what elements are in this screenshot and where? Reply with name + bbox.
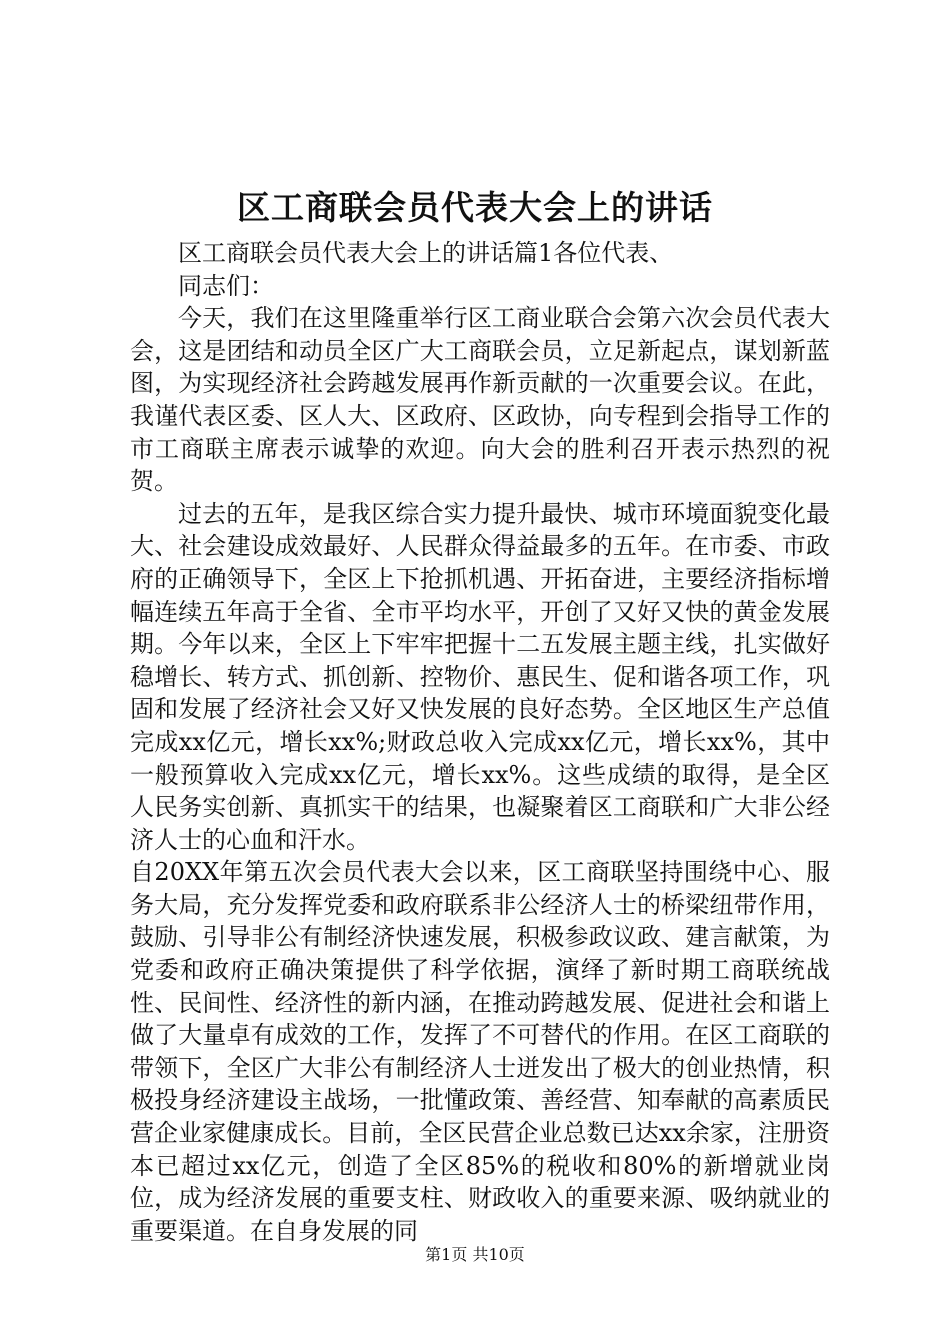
document-title: 区工商联会员代表大会上的讲话 [237, 188, 713, 227]
document-body [130, 237, 830, 1247]
page-footer: 第1页 共10页 [425, 1245, 525, 1264]
paragraph-federation-work: 自20XX年第五次会员代表大会以来，区工商联坚持围绕中心、服务大局，充分发挥党委和政府联系非公经济人士的桥梁纽带作用，鼓励、引导非公有制经济快速发展，积极参政议政、建言献策，为党委和政府正确决策提供了科学依据，演绎了新时期工商联统战性、民间性、经济性的新内涵，在推动跨越发展、促进社会和谐上做了大量卓有成效的工作，发挥了不可替代的作用。在区工商联的带领下，全区广大非公有制经济人士迸发出了极大的创业热情，积极投身经济建设主战场，一批懂政策、善经营、知奉献的高素质民营企业家健康成长。目前，全区民营企业总数已达xx余家，注册资本已超过xx亿元，创造了全区85%的税收和80%的新增就业岗位，成为经济发展的重要支柱、财政收入的重要来源、吸纳就业的重要渠道。在自身发展的同 [130, 858, 830, 1245]
paragraph-opening: 今天，我们在这里隆重举行区工商业联合会第六次会员代表大会，这是团结和动员全区广大工商联会员，立足新起点，谋划新蓝图，为实现经济社会跨越发展再作新贡献的一次重要会议。在此，我谨代表区委、区人大、区政府、区政协，向专程到会指导工作的市工商联主席表示诚挚的欢迎。向大会的胜利召开表示热烈的祝贺。 [130, 304, 830, 496]
paragraph-achievements: 过去的五年，是我区综合实力提升最快、城市环境面貌变化最大、社会建设成效最好、人民群众得益最多的五年。在市委、市政府的正确领导下，全区上下抢抓机遇、开拓奋进，主要经济指标增幅连续五年高于全省、全市平均水平，开创了又好又快的黄金发展期。今年以来，全区上下牢牢把握十二五发展主题主线，扎实做好稳增长、转方式、抓创新、控物价、惠民生、促和谐各项工作，巩固和发展了经济社会又好又快发展的良好态势。全区地区生产总值完成xx亿元，增长xx%;财政总收入完成xx亿元，增长xx%，其中一般预算收入完成xx亿元，增长xx%。这些成绩的取得，是全区人民务实创新、真抓实干的结果，也凝聚着区工商联和广大非公经济人士的心血和汗水。 [130, 499, 830, 854]
paragraph-intro: 区工商联会员代表大会上的讲话篇1各位代表、 [178, 239, 674, 267]
paragraph-salutation: 同志们： [178, 271, 274, 300]
